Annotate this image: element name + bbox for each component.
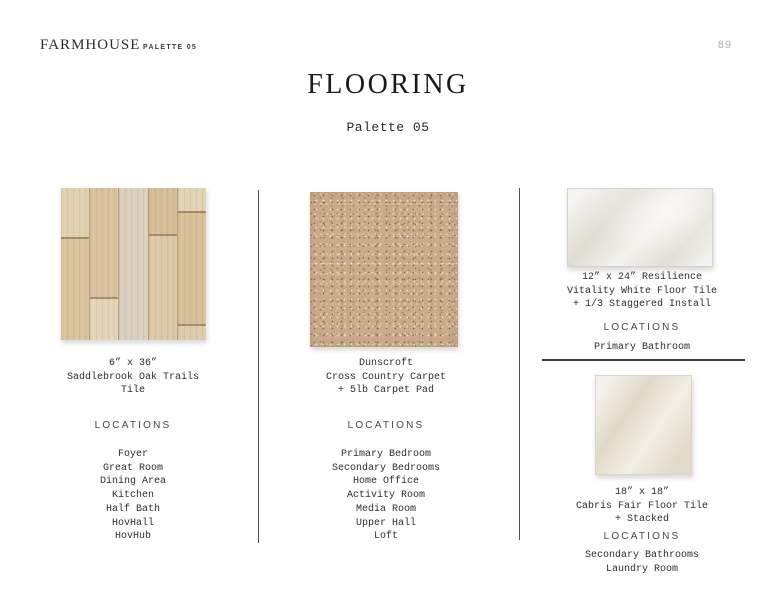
resilience-vitality-white-tile-swatch [567, 188, 713, 267]
location-item: HovHub [114, 531, 151, 543]
product-name-line: 6” x 36” [108, 358, 157, 369]
column-divider-right [519, 188, 520, 540]
product-name-line: + 1/3 Staggered Install [572, 299, 712, 311]
dunscroft-carpet-swatch [310, 192, 458, 347]
wood-plank [148, 188, 177, 340]
product-name-line: + Stacked [614, 514, 669, 526]
page-title: FLOORING [307, 69, 469, 100]
page-subtitle: Palette 05 [346, 120, 430, 135]
product-name-line: Dunscroft [358, 358, 413, 369]
location-item: Home Office [352, 476, 419, 488]
location-item: Loft [373, 531, 398, 543]
product-name-line: Tile [120, 385, 145, 397]
brand-label: FARMHOUSE [40, 37, 141, 53]
locations-heading: LOCATIONS [603, 531, 681, 542]
location-item: Great Room [102, 462, 163, 474]
location-item: Laundry Room [605, 563, 678, 575]
wood-plank [61, 188, 89, 340]
wood-plank [177, 188, 206, 340]
wood-plank [89, 188, 118, 340]
locations-heading: LOCATIONS [603, 322, 681, 333]
locations-heading: LOCATIONS [347, 420, 425, 431]
product-name [291, 357, 481, 398]
locations-list [38, 448, 228, 544]
location-item: Secondary Bedrooms [331, 462, 441, 474]
product-name-line: 18” x 18” [614, 487, 669, 498]
product-name-line: 12” x 24” Resilience [581, 272, 703, 283]
product-name [38, 357, 228, 398]
locations-list [544, 549, 740, 576]
locations-list [544, 341, 740, 355]
page-number: 89 [717, 39, 732, 51]
column-divider-left [258, 190, 259, 543]
location-item: Dining Area [99, 476, 166, 488]
location-item: Secondary Bathrooms [584, 550, 700, 561]
palette-tag: PALETTE 05 [143, 44, 198, 51]
locations-heading: LOCATIONS [94, 420, 172, 431]
location-item: Primary Bedroom [340, 449, 431, 460]
location-item: Activity Room [346, 490, 425, 502]
location-item: Primary Bathroom [593, 342, 690, 353]
location-item: Half Bath [105, 503, 160, 515]
locations-list [291, 448, 481, 544]
product-name-line: Cabris Fair Floor Tile [575, 500, 709, 512]
product-name [544, 486, 740, 527]
location-item: Foyer [117, 449, 148, 460]
wood-plank [118, 188, 147, 340]
product-name-line: Cross Country Carpet [325, 371, 447, 383]
cabris-fair-floor-tile-swatch [595, 375, 692, 475]
section-divider [542, 359, 745, 361]
saddlebrook-oak-plank-swatch [61, 188, 206, 340]
location-item: Kitchen [111, 490, 154, 502]
product-name-line: Vitality White Floor Tile [566, 285, 718, 297]
location-item: HovHall [111, 517, 154, 529]
product-name-line: Saddlebrook Oak Trails [66, 371, 200, 383]
location-item: Media Room [355, 503, 416, 515]
location-item: Upper Hall [355, 517, 416, 529]
product-name [544, 271, 740, 312]
product-name-line: + 5lb Carpet Pad [337, 385, 434, 397]
